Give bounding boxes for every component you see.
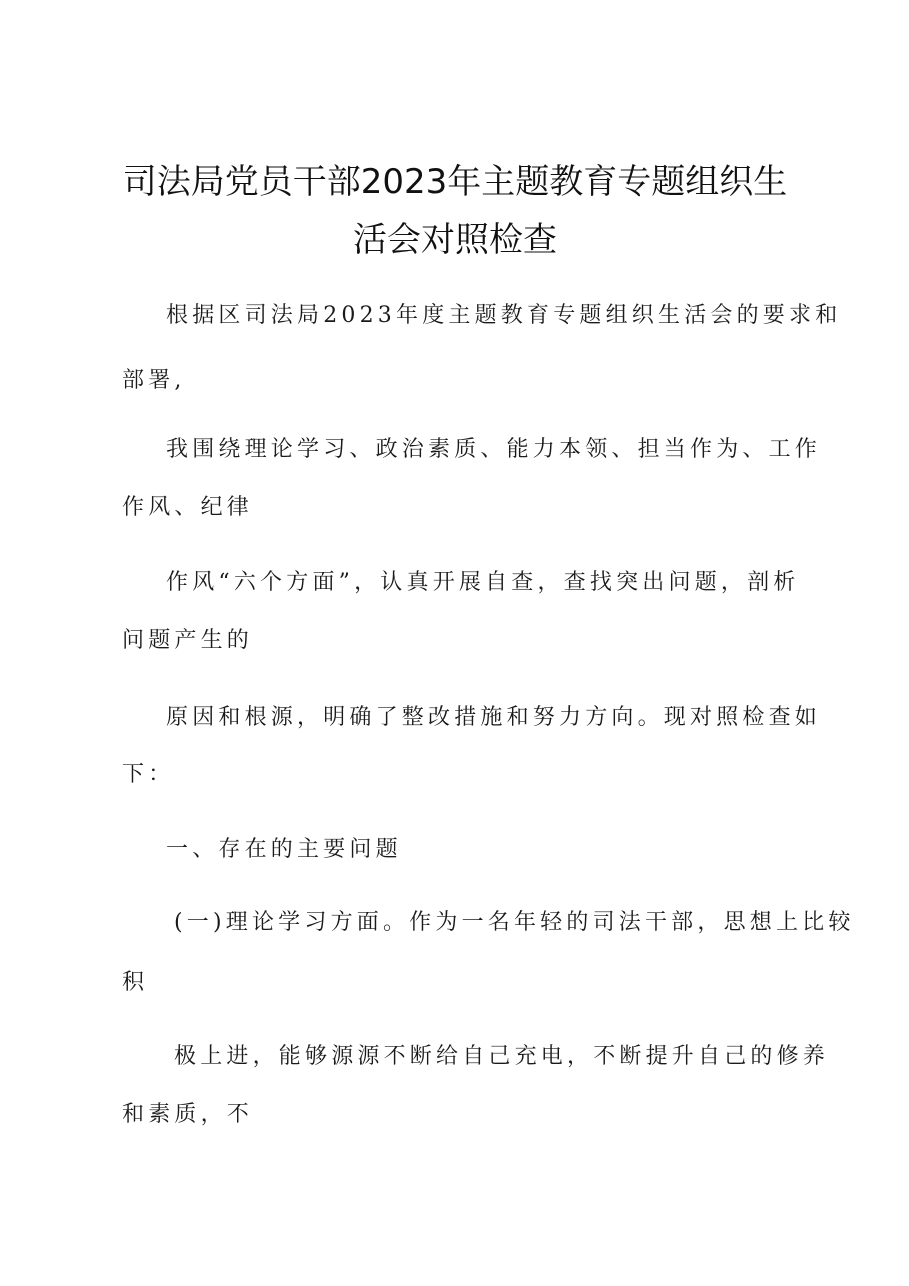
- paragraph-4-line-1: 原因和根源，明确了整改措施和努力方向。现对照检查如: [166, 705, 822, 730]
- paragraph-7-line-2: 和素质，不: [122, 1102, 254, 1127]
- paragraph-4-line-2: 下：: [122, 762, 175, 787]
- paragraph-2-line-2: 作风、纪律: [122, 495, 254, 520]
- paragraph-6-line-1: (一)理论学习方面。作为一名年轻的司法干部，思想上比较: [174, 910, 855, 935]
- paragraph-2-line-1: 我围绕理论学习、政治素质、能力本领、担当作为、工作: [166, 437, 822, 462]
- paragraph-1-line-2: 部署,: [122, 368, 186, 393]
- paragraph-3-line-1: 作风“六个方面”，认真开展自查，查找突出问题，剖析: [166, 570, 800, 595]
- paragraph-1-line-1: 根据区司法局2023年度主题教育专题组织生活会的要求和: [166, 303, 842, 328]
- paragraph-3-line-2: 问题产生的: [122, 628, 254, 653]
- paragraph-6-line-2: 积: [122, 970, 149, 995]
- paragraph-7-line-1: 极上进，能够源源不断给自己充电，不断提升自己的修养: [174, 1044, 830, 1069]
- section-heading-1: 一、存在的主要问题: [166, 837, 402, 862]
- document-title-line-2: 活会对照检查: [353, 220, 557, 260]
- document-title-line-1: 司法局党员干部2023年主题教育专题组织生: [122, 162, 788, 202]
